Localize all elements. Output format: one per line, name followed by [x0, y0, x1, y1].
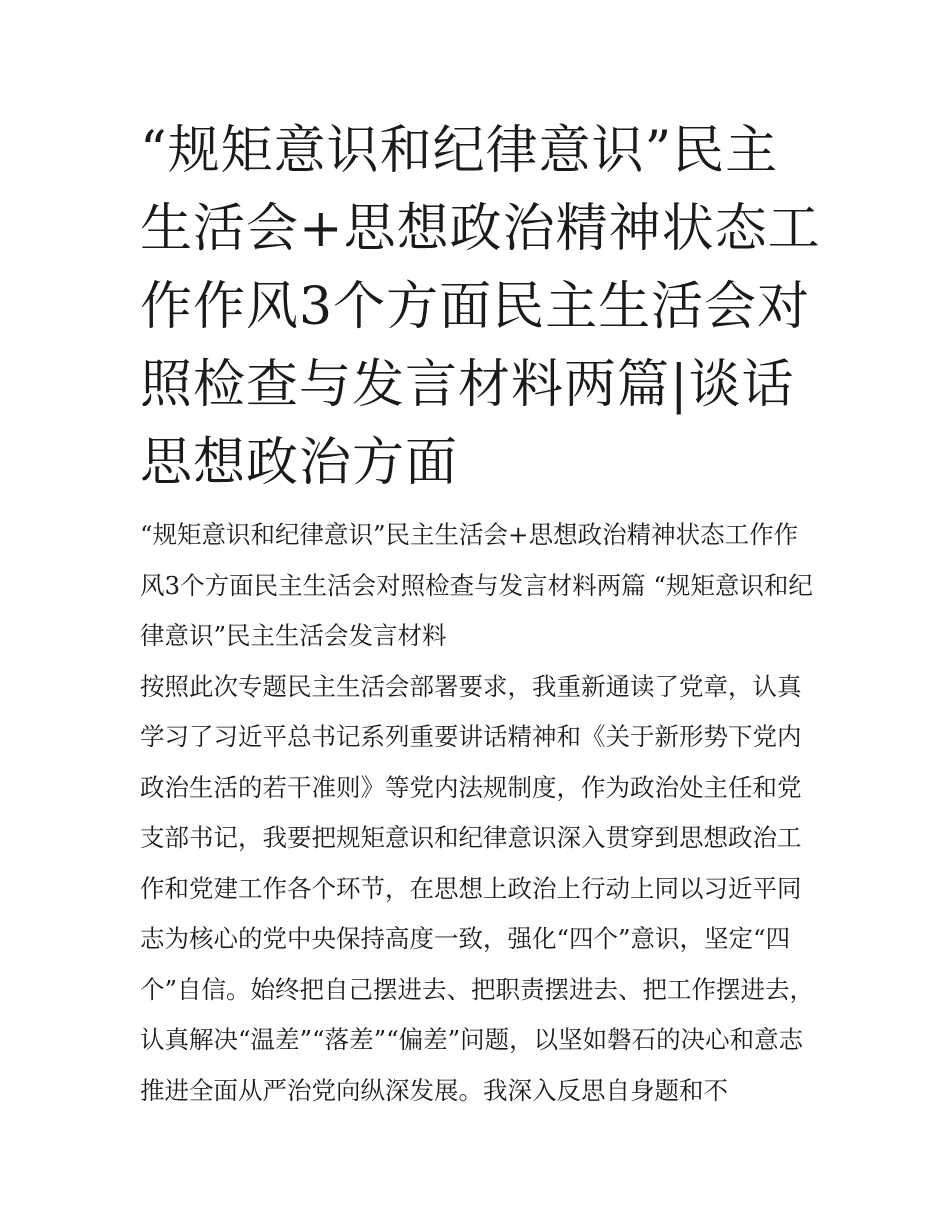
- document-body: [140, 510, 820, 1116]
- body-paragraph: 按照此次专题民主生活会部署要求，我重新通读了党章，认真学习了习近平总书记系列重要讲话精神和《关于新形势下党内政治生活的若干准则》等党内法规制度，作为政治处主任和党支部书记，我要把规矩意识和纪律意识深入贯穿到思想政治工作和党建工作各个环节，在思想上政治上行动上同以习近平同志为核心的党中央保持高度一致，强化“四个”意识，坚定“四个”自信。始终把自己摆进去、把职责摆进去、把工作摆进去，认真解决“温差”“落差”“偏差”问题，以坚如磐石的决心和意志推进全面从严治党向纵深发展。我深入反思自身题和不: [140, 671, 815, 1105]
- document-title: “规矩意识和纪律意识”民主生活会+思想政治精神状态工作作风3个方面民主生活会对照检查与发言材料两篇|谈话思想政治方面: [140, 121, 821, 493]
- intro-paragraph: “规矩意识和纪律意识”民主生活会+思想政治精神状态工作作风3个方面民主生活会对照检查与发言材料两篇 “规矩意识和纪律意识”民主生活会发言材料: [140, 520, 813, 650]
